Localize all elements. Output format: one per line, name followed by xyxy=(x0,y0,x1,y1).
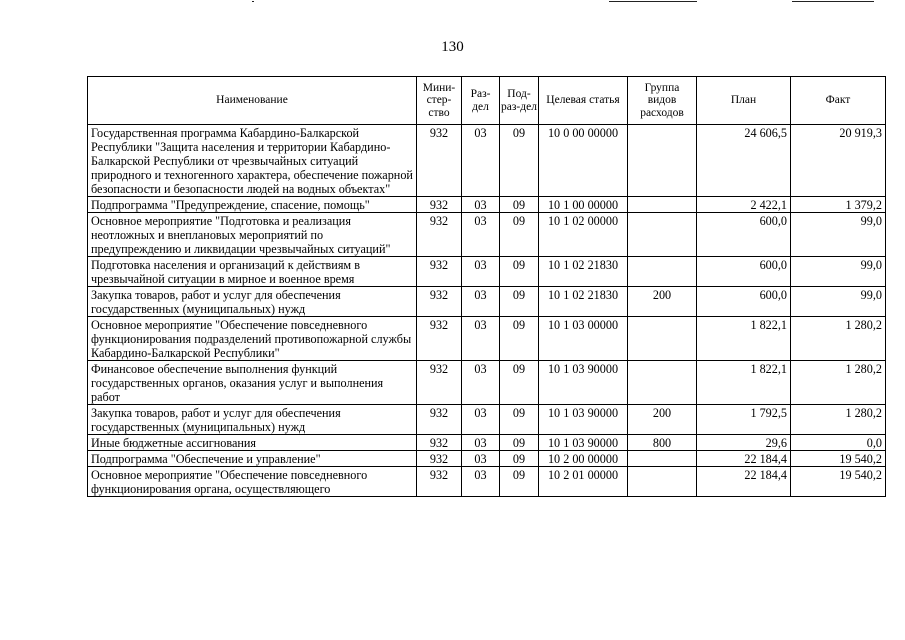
cell-section: 03 xyxy=(462,435,500,451)
page-number: 130 xyxy=(441,39,464,55)
header-section: Раз-дел xyxy=(462,77,500,125)
cell-plan: 600,0 xyxy=(697,213,791,257)
cell-target: 10 1 02 00000 xyxy=(539,213,628,257)
cell-plan: 22 184,4 xyxy=(697,467,791,497)
cell-target: 10 0 00 00000 xyxy=(539,125,628,197)
budget-table xyxy=(87,76,886,497)
cell-name: Подпрограмма "Предупреждение, спасение, помощь" xyxy=(88,197,417,213)
table-body xyxy=(88,125,886,497)
cell-fact: 99,0 xyxy=(791,287,886,317)
cell-subsection: 09 xyxy=(500,317,539,361)
cell-section: 03 xyxy=(462,467,500,497)
cell-name: Основное мероприятие "Обеспечение повседневного функционирования органа, осуществляющего xyxy=(88,467,417,497)
cell-ministry: 932 xyxy=(417,257,462,287)
cell-subsection: 09 xyxy=(500,361,539,405)
cell-name: Основное мероприятие "Обеспечение повседневного функционирования подразделений противопожарной службы Кабардино-Балкарской Республики" xyxy=(88,317,417,361)
cell-fact: 1 280,2 xyxy=(791,361,886,405)
cell-section: 03 xyxy=(462,317,500,361)
cell-target: 10 1 03 90000 xyxy=(539,435,628,451)
table-row xyxy=(88,197,886,213)
cell-plan: 22 184,4 xyxy=(697,451,791,467)
table-row xyxy=(88,361,886,405)
cell-fact: 1 280,2 xyxy=(791,317,886,361)
cell-target: 10 1 03 90000 xyxy=(539,405,628,435)
cell-fact: 99,0 xyxy=(791,213,886,257)
cell-fact: 1 280,2 xyxy=(791,405,886,435)
cell-name: Государственная программа Кабардино-Балкарской Республики "Защита населения и территории Кабардино-Балкарской Республики от чрезвычайных ситуаций природного и техногенного характера, обеспечение пожарной безопасности и безопасности людей на водных объектах" xyxy=(88,125,417,197)
table-row xyxy=(88,405,886,435)
table-row xyxy=(88,451,886,467)
cell-name: Финансовое обеспечение выполнения функций государственных органов, оказания услуг и выполнения работ xyxy=(88,361,417,405)
cell-section: 03 xyxy=(462,361,500,405)
cell-target: 10 1 03 90000 xyxy=(539,361,628,405)
cell-name: Подпрограмма "Обеспечение и управление" xyxy=(88,451,417,467)
cell-target: 10 2 00 00000 xyxy=(539,451,628,467)
cell-subsection: 09 xyxy=(500,435,539,451)
cell-name: Закупка товаров, работ и услуг для обеспечения государственных (муниципальных) нужд xyxy=(88,287,417,317)
header-subsection: Под-раз-дел xyxy=(500,77,539,125)
cell-subsection: 09 xyxy=(500,467,539,497)
cell-subsection: 09 xyxy=(500,197,539,213)
cell-ministry: 932 xyxy=(417,467,462,497)
header-ministry: Мини-стер-ство xyxy=(417,77,462,125)
cell-group xyxy=(628,361,697,405)
cell-plan: 600,0 xyxy=(697,257,791,287)
cell-group xyxy=(628,451,697,467)
table-row xyxy=(88,213,886,257)
cell-ministry: 932 xyxy=(417,197,462,213)
cell-name: Подготовка населения и организаций к действиям в чрезвычайной ситуации в мирное и военное время xyxy=(88,257,417,287)
cell-section: 03 xyxy=(462,451,500,467)
scan-top-edge-marks xyxy=(0,0,905,6)
table-row xyxy=(88,467,886,497)
cell-target: 10 2 01 00000 xyxy=(539,467,628,497)
header-target: Целевая статья xyxy=(539,77,628,125)
cell-subsection: 09 xyxy=(500,287,539,317)
header-name: Наименование xyxy=(88,77,417,125)
cell-group xyxy=(628,213,697,257)
cell-fact: 20 919,3 xyxy=(791,125,886,197)
cell-plan: 1 822,1 xyxy=(697,361,791,405)
cell-ministry: 932 xyxy=(417,213,462,257)
cell-plan: 1 822,1 xyxy=(697,317,791,361)
cell-fact: 19 540,2 xyxy=(791,451,886,467)
cell-plan: 2 422,1 xyxy=(697,197,791,213)
cell-plan: 24 606,5 xyxy=(697,125,791,197)
cell-name: Закупка товаров, работ и услуг для обеспечения государственных (муниципальных) нужд xyxy=(88,405,417,435)
cell-ministry: 932 xyxy=(417,451,462,467)
cell-plan: 29,6 xyxy=(697,435,791,451)
cell-section: 03 xyxy=(462,197,500,213)
table-header-row xyxy=(88,77,886,125)
cell-ministry: 932 xyxy=(417,435,462,451)
cell-target: 10 1 00 00000 xyxy=(539,197,628,213)
cell-group xyxy=(628,197,697,213)
header-plan: План xyxy=(697,77,791,125)
cell-ministry: 932 xyxy=(417,125,462,197)
cell-group xyxy=(628,317,697,361)
cell-subsection: 09 xyxy=(500,451,539,467)
cell-section: 03 xyxy=(462,125,500,197)
cell-subsection: 09 xyxy=(500,213,539,257)
table-row xyxy=(88,317,886,361)
cell-group xyxy=(628,125,697,197)
cell-ministry: 932 xyxy=(417,361,462,405)
cell-fact: 19 540,2 xyxy=(791,467,886,497)
table-row xyxy=(88,125,886,197)
cell-group: 200 xyxy=(628,405,697,435)
cell-group: 800 xyxy=(628,435,697,451)
cell-ministry: 932 xyxy=(417,317,462,361)
cell-group xyxy=(628,257,697,287)
cell-subsection: 09 xyxy=(500,257,539,287)
cell-name: Иные бюджетные ассигнования xyxy=(88,435,417,451)
cell-ministry: 932 xyxy=(417,287,462,317)
cell-group: 200 xyxy=(628,287,697,317)
cell-target: 10 1 02 21830 xyxy=(539,287,628,317)
cell-fact: 0,0 xyxy=(791,435,886,451)
table-row xyxy=(88,435,886,451)
cell-subsection: 09 xyxy=(500,405,539,435)
cell-ministry: 932 xyxy=(417,405,462,435)
cell-name: Основное мероприятие "Подготовка и реализация неотложных и внеплановых мероприятий по предупреждению и ликвидации чрезвычайных ситуаций" xyxy=(88,213,417,257)
header-group: Группа видов расходов xyxy=(628,77,697,125)
cell-subsection: 09 xyxy=(500,125,539,197)
cell-fact: 1 379,2 xyxy=(791,197,886,213)
cell-section: 03 xyxy=(462,213,500,257)
table-row xyxy=(88,257,886,287)
cell-section: 03 xyxy=(462,287,500,317)
cell-section: 03 xyxy=(462,257,500,287)
table-row xyxy=(88,287,886,317)
cell-plan: 600,0 xyxy=(697,287,791,317)
cell-group xyxy=(628,467,697,497)
cell-section: 03 xyxy=(462,405,500,435)
header-fact: Факт xyxy=(791,77,886,125)
cell-target: 10 1 02 21830 xyxy=(539,257,628,287)
cell-target: 10 1 03 00000 xyxy=(539,317,628,361)
cell-plan: 1 792,5 xyxy=(697,405,791,435)
cell-fact: 99,0 xyxy=(791,257,886,287)
